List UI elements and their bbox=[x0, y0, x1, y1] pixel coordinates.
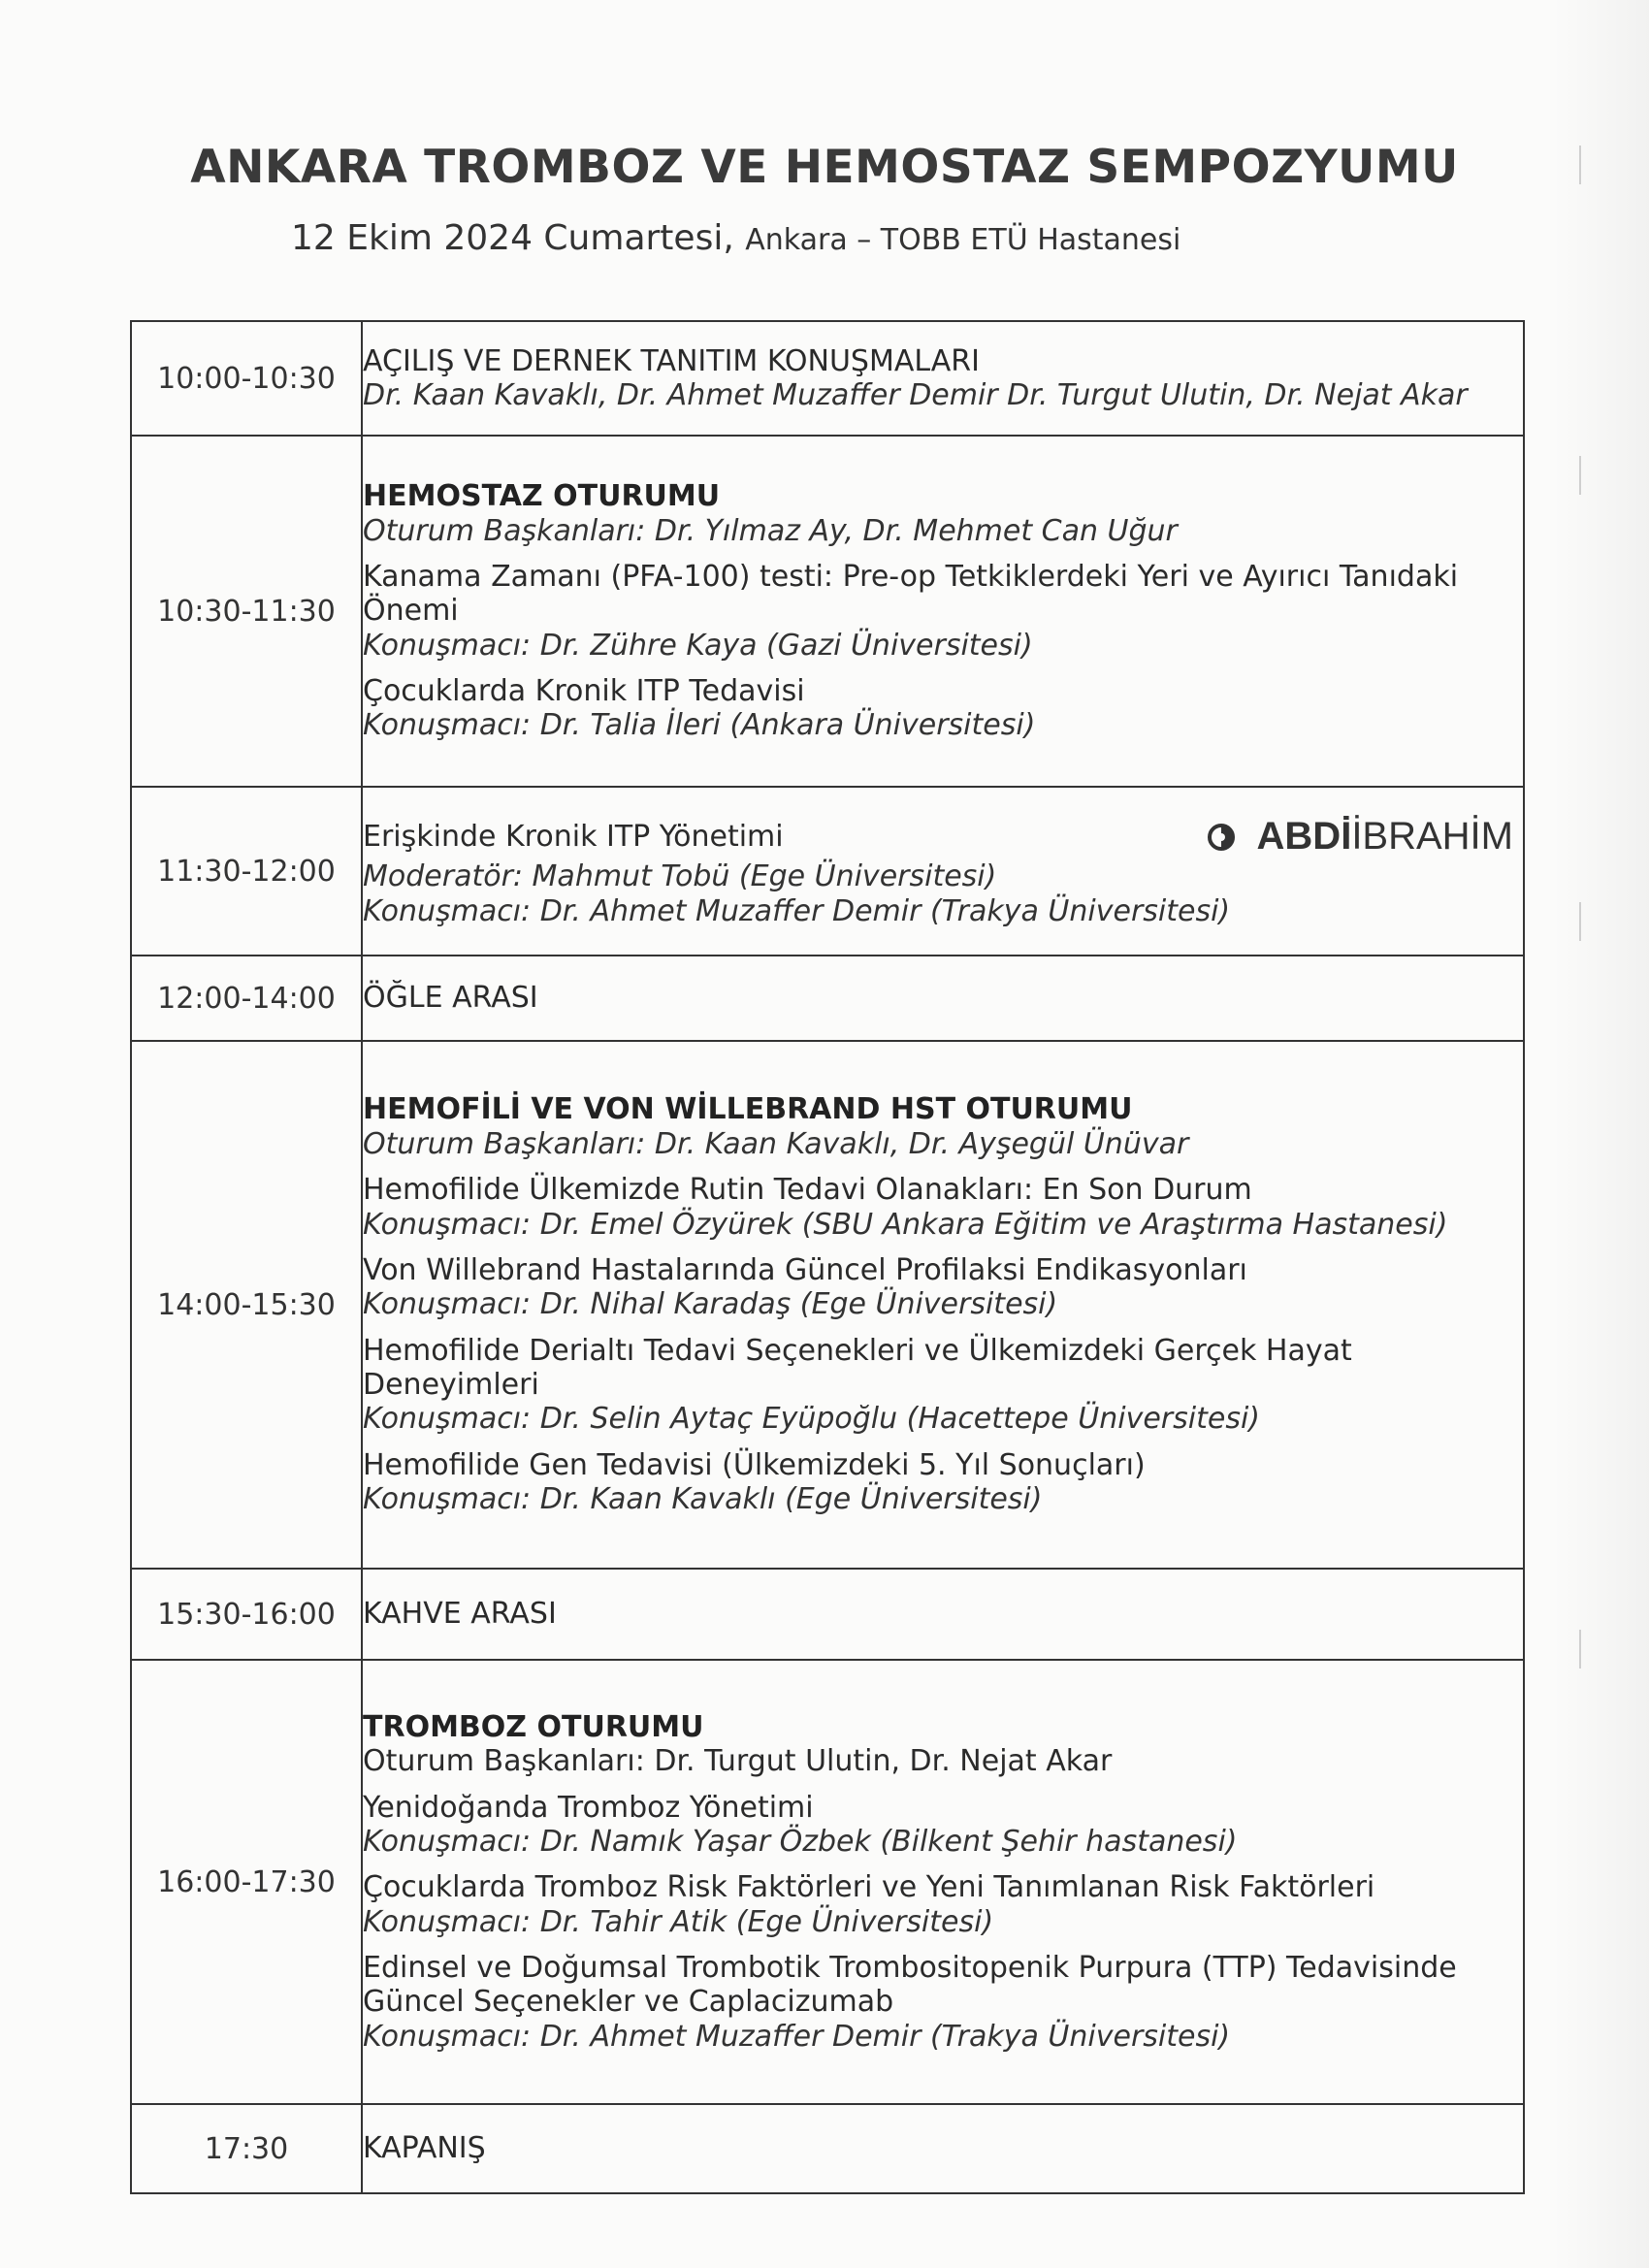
time-cell: 17:30 bbox=[131, 2104, 362, 2193]
session-cell bbox=[362, 436, 1524, 787]
talk-title: Çocuklarda Kronik ITP Tedavisi bbox=[363, 674, 805, 709]
talk-speaker: Konuşmacı: Dr. Ahmet Muzaffer Demir (Trakya Üniversitesi) bbox=[363, 2019, 1231, 2054]
talk-title: Yenidoğanda Tromboz Yönetimi bbox=[363, 1790, 814, 1825]
talk-title: Hemofilide Derialtı Tedavi Seçenekleri ve Ülkemizdeki Gerçek Hayat Deneyimleri bbox=[363, 1333, 1352, 1403]
talk-speaker: Konuşmacı: Dr. Nihal Karadaş (Ege Üniversitesi) bbox=[363, 1287, 1058, 1322]
talk-speaker: Konuşmacı: Dr. Kaan Kavaklı (Ege Üniversitesi) bbox=[363, 1482, 1043, 1517]
break-label: KAHVE ARASI bbox=[363, 1597, 557, 1632]
scan-edge-mark bbox=[1579, 1630, 1581, 1669]
talk-speaker: Konuşmacı: Dr. Tahir Atik (Ege Üniversitesi) bbox=[363, 1904, 994, 1939]
time-cell: 15:30-16:00 bbox=[131, 1569, 362, 1660]
time-cell: 11:30-12:00 bbox=[131, 787, 362, 956]
talk-speaker: Konuşmacı: Dr. Zühre Kaya (Gazi Üniversitesi) bbox=[363, 628, 1033, 663]
table-row bbox=[131, 2104, 1524, 2193]
talk-title: Von Willebrand Hastalarında Güncel Profilaksi Endikasyonları bbox=[363, 1252, 1247, 1287]
talk-title: Kanama Zamanı (PFA-100) testi: Pre-op Tetkiklerdeki Yeri ve Ayırıcı Tanıdaki Önemi bbox=[363, 559, 1459, 629]
scan-edge-mark bbox=[1579, 902, 1581, 941]
session-cell bbox=[362, 2104, 1524, 2193]
session-cell bbox=[362, 1041, 1524, 1569]
session-cell bbox=[362, 1660, 1524, 2104]
time-cell: 12:00-14:00 bbox=[131, 956, 362, 1041]
session-speakers: Dr. Kaan Kavaklı, Dr. Ahmet Muzaffer Demir Dr. Turgut Ulutin, Dr. Nejat Akar bbox=[363, 378, 1468, 412]
abdi-ibrahim-logo-icon bbox=[1207, 823, 1236, 852]
talk-moderator: Moderatör: Mahmut Tobü (Ege Üniversitesi) bbox=[363, 859, 997, 894]
time-cell: 10:00-10:30 bbox=[131, 321, 362, 436]
scan-edge-mark bbox=[1579, 456, 1581, 495]
table-row bbox=[131, 1569, 1524, 1660]
time-cell: 14:00-15:30 bbox=[131, 1041, 362, 1569]
session-cell bbox=[362, 1569, 1524, 1660]
talk-speaker: Konuşmacı: Dr. Namık Yaşar Özbek (Bilkent Şehir hastanesi) bbox=[363, 1824, 1238, 1859]
sponsor-logo bbox=[1207, 814, 1513, 859]
talk-speaker: Konuşmacı: Dr. Ahmet Muzaffer Demir (Trakya Üniversitesi) bbox=[363, 893, 1231, 928]
program-table bbox=[130, 320, 1525, 2194]
session-cell bbox=[362, 321, 1524, 436]
table-row bbox=[131, 321, 1524, 436]
talk-speaker: Konuşmacı: Dr. Selin Aytaç Eyüpoğlu (Hacettepe Üniversitesi) bbox=[363, 1402, 1260, 1437]
session-chairs: Oturum Başkanları: Dr. Yılmaz Ay, Dr. Mehmet Can Uğur bbox=[363, 513, 1178, 548]
session-title: HEMOFİLİ VE VON WİLLEBRAND HST OTURUMU bbox=[363, 1092, 1133, 1127]
talk-speaker: Konuşmacı: Dr. Emel Özyürek (SBU Ankara Eğitim ve Araştırma Hastanesi) bbox=[363, 1207, 1448, 1242]
break-label: ÖĞLE ARASI bbox=[363, 981, 538, 1016]
talk-title: Hemofilide Ülkemizde Rutin Tedavi Olanakları: En Son Durum bbox=[363, 1173, 1252, 1208]
scan-edge-shadow bbox=[1552, 0, 1649, 2268]
session-cell bbox=[362, 956, 1524, 1041]
table-row bbox=[131, 956, 1524, 1041]
talk-speaker: Konuşmacı: Dr. Talia İleri (Ankara Üniversitesi) bbox=[363, 708, 1036, 743]
talk-title-row bbox=[363, 814, 1523, 859]
talk-title: Edinsel ve Doğumsal Trombotik Trombositopenik Purpura (TTP) Tedavisinde Güncel Seçenekler ve Caplacizumab bbox=[363, 1951, 1457, 2020]
table-row bbox=[131, 1660, 1524, 2104]
session-title: AÇILIŞ VE DERNEK TANITIM KONUŞMALARI bbox=[363, 343, 980, 378]
talk-title: Erişkinde Kronik ITP Yönetimi bbox=[363, 819, 784, 854]
table-row bbox=[131, 787, 1524, 956]
session-chairs: Oturum Başkanları: Dr. Turgut Ulutin, Dr. Nejat Akar bbox=[363, 1744, 1113, 1779]
event-venue: Ankara – TOBB ETÜ Hastanesi bbox=[745, 223, 1181, 257]
table-row bbox=[131, 1041, 1524, 1569]
session-chairs: Oturum Başkanları: Dr. Kaan Kavaklı, Dr. Ayşegül Ünüvar bbox=[363, 1126, 1189, 1161]
page-title: ANKARA TROMBOZ VE HEMOSTAZ SEMPOZYUMU bbox=[190, 141, 1459, 194]
session-cell bbox=[362, 787, 1524, 956]
talk-title: Hemofilide Gen Tedavisi (Ülkemizdeki 5. Yıl Sonuçları) bbox=[363, 1447, 1146, 1482]
talk-title: Çocuklarda Tromboz Risk Faktörleri ve Yeni Tanımlanan Risk Faktörleri bbox=[363, 1870, 1375, 1905]
sponsor-name: ABDİİBRAHİM bbox=[1256, 815, 1513, 859]
session-title: TROMBOZ OTURUMU bbox=[363, 1709, 704, 1744]
page-subtitle bbox=[291, 218, 1358, 258]
table-row bbox=[131, 436, 1524, 787]
time-cell: 16:00-17:30 bbox=[131, 1660, 362, 2104]
session-title: HEMOSTAZ OTURUMU bbox=[363, 479, 721, 514]
time-cell: 10:30-11:30 bbox=[131, 436, 362, 787]
closing-label: KAPANIŞ bbox=[363, 2131, 486, 2166]
event-date: 12 Ekim 2024 Cumartesi, bbox=[291, 218, 734, 258]
